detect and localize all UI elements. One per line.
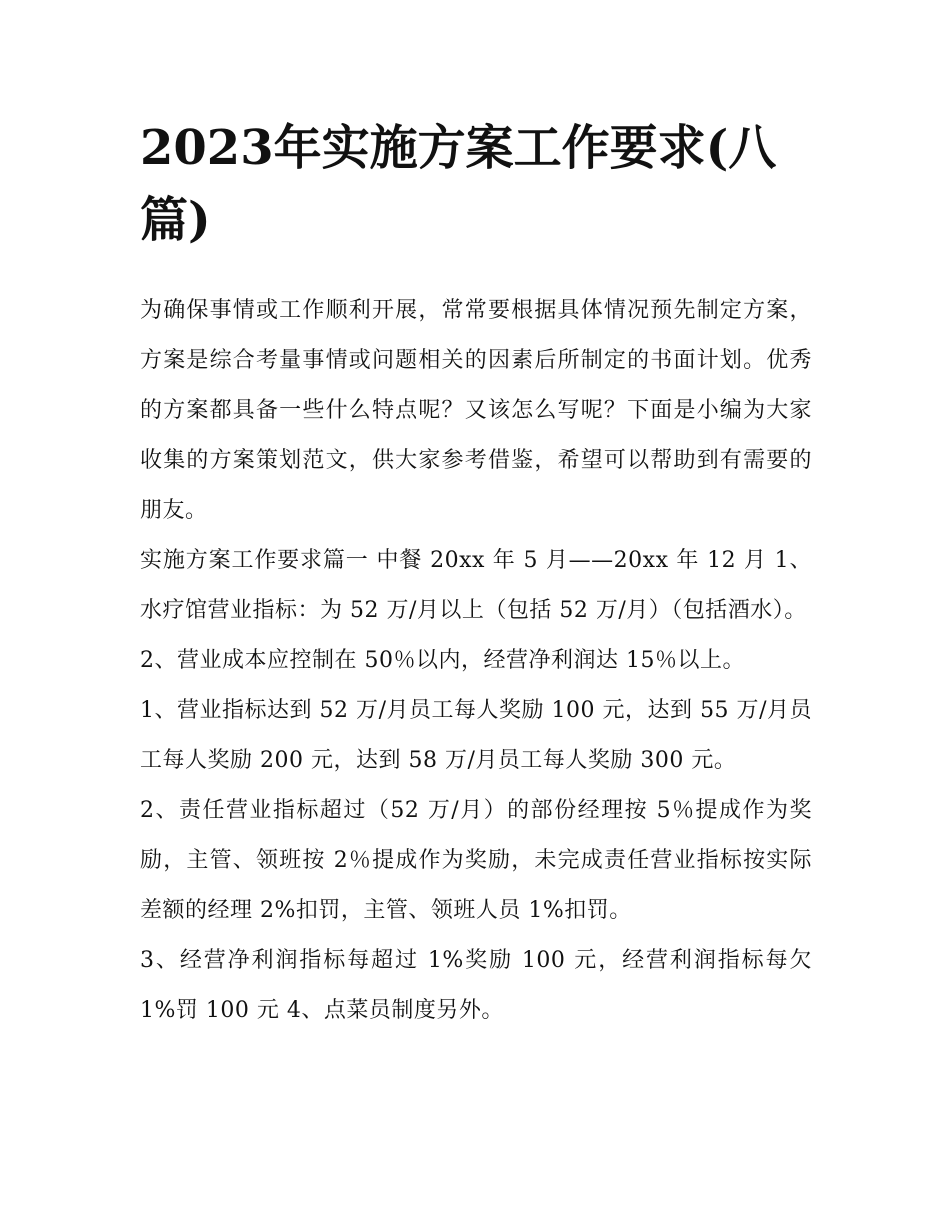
net-profit-paragraph: 3、经营净利润指标每超过 1%奖励 100 元，经营利润指标每欠 1%罚 100 元 4、点菜员制度另外。 <box>140 948 812 1023</box>
intro-paragraph: 为确保事情或工作顺利开展，常常要根据具体情况预先制定方案，方案是综合考量事情或问题相关的因素后所制定的书面计划。优秀的方案都具备一些什么特点呢？又该怎么写呢？下面是小编为大家收集的方案策划范文，供大家参考借鉴，希望可以帮助到有需要的朋友。 <box>140 298 812 523</box>
document-body <box>140 286 812 1036</box>
document-title: 2023年实施方案工作要求(八篇) <box>140 120 777 248</box>
sales-bonus-paragraph: 1、营业指标达到 52 万/月员工每人奖励 100 元，达到 55 万/月员工每人奖励 200 元，达到 58 万/月员工每人奖励 300 元。 <box>140 698 812 773</box>
section-one-paragraph: 实施方案工作要求篇一 中餐 20xx 年 5 月——20xx 年 12 月 1、水疗馆营业指标：为 52 万/月以上（包括 52 万/月）（包括酒水）。 <box>140 548 812 623</box>
cost-control-paragraph: 2、营业成本应控制在 50％以内，经营净利润达 15％以上。 <box>140 648 745 673</box>
document-page <box>140 112 812 1036</box>
responsibility-paragraph: 2、责任营业指标超过（52 万/月）的部份经理按 5％提成作为奖励，主管、领班按 2％提成作为奖励，未完成责任营业指标按实际差额的经理 2%扣罚，主管、领班人员 1%扣罚。 <box>140 798 812 923</box>
